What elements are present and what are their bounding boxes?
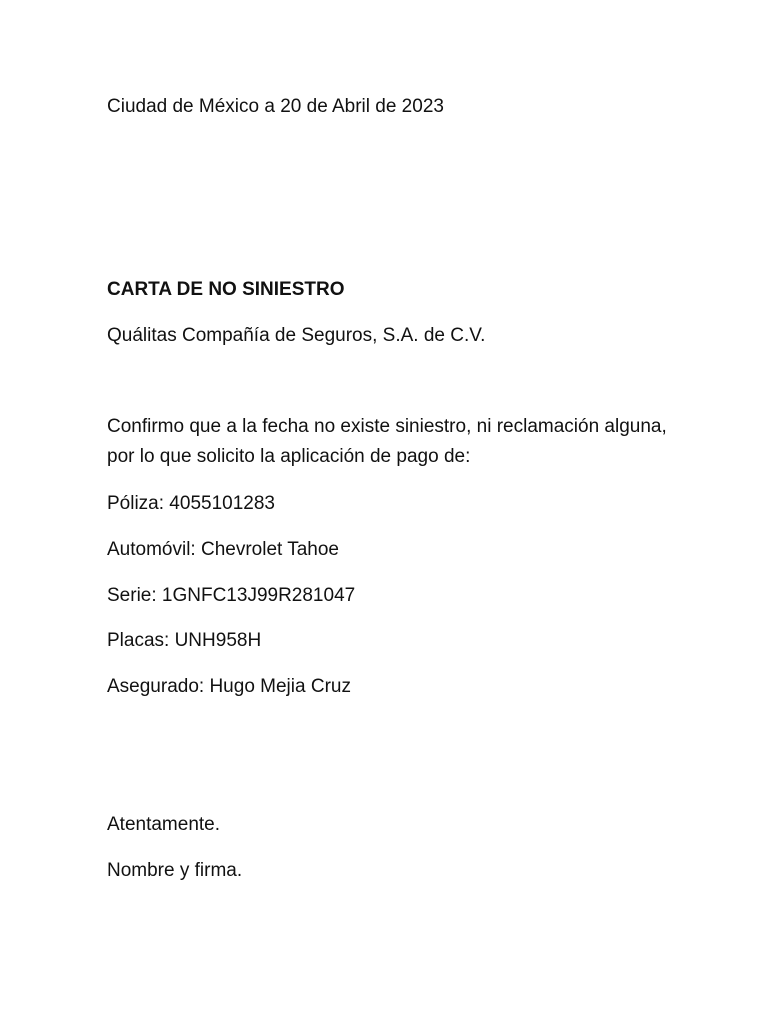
body-paragraph: Confirmo que a la fecha no existe siniestro, ni reclamación alguna, por lo que solicito la aplicación de pago de: [107,416,667,467]
serie-line: Serie: 1GNFC13J99R281047 [107,585,356,606]
date-line: Ciudad de México a 20 de Abril de 2023 [107,96,444,117]
automovil-line: Automóvil: Chevrolet Tahoe [107,539,339,560]
addressee: Quálitas Compañía de Seguros, S.A. de C.V. [107,325,486,346]
signature-line: Nombre y firma. [107,860,243,881]
letter-title: CARTA DE NO SINIESTRO [107,279,345,300]
closing-line: Atentamente. [107,814,221,835]
asegurado-line: Asegurado: Hugo Mejia Cruz [107,676,351,697]
poliza-line: Póliza: 4055101283 [107,493,275,514]
placas-line: Placas: UNH958H [107,630,262,651]
